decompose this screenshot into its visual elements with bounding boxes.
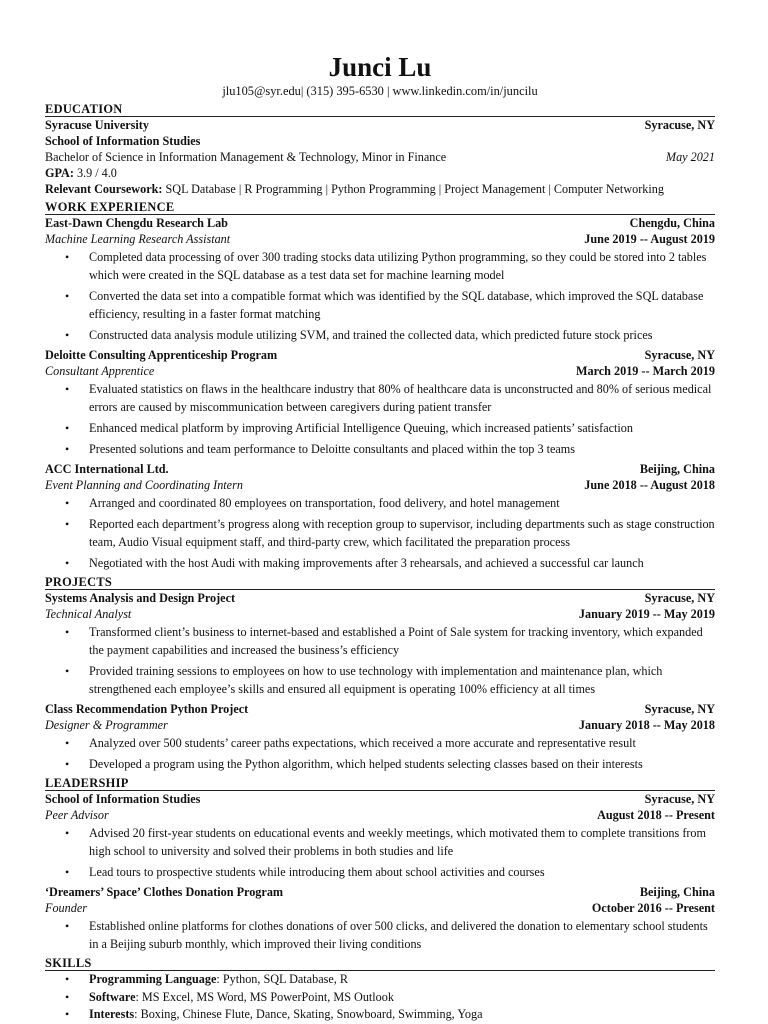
bullet-item: • Transformed client’s business to internet-based and established a Point of Sale system for tracking inventory, which expanded the payment capabilities and increased the business’s efficiency: [45, 623, 715, 659]
gpa-line: [45, 165, 715, 181]
entry-location: Beijing, China: [639, 885, 715, 899]
entry-subheader: [45, 231, 715, 247]
skill-value: : MS Excel, MS Word, MS PowerPoint, MS Outlook: [135, 989, 394, 1004]
entry-location: Beijing, China: [639, 462, 715, 476]
school-row: [45, 117, 715, 133]
entry-dates: June 2018 -- August 2018: [584, 478, 715, 492]
section-heading-work: WORK EXPERIENCE: [45, 200, 715, 215]
entry-dates: June 2019 -- August 2019: [584, 232, 715, 246]
job-entry: [45, 461, 715, 572]
entry-org: Class Recommendation Python Project: [45, 702, 249, 716]
entry-subheader: [45, 807, 715, 823]
bullet-item: • Completed data processing of over 300 trading stocks data utilizing Python programming, so they could be stored into 2 tables which were created in the SQL database as a test data set for machine learning model: [45, 248, 715, 284]
skill-label: Software: [89, 989, 136, 1004]
entry-header: [45, 215, 715, 231]
entry-location: Syracuse, NY: [644, 591, 715, 605]
school-location: Syracuse, NY: [644, 118, 715, 132]
resume-page: [45, 52, 715, 1024]
entry-subheader: [45, 477, 715, 493]
bullet-item: • Negotiated with the host Audi with making improvements after 3 rehearsals, and achieved a successful car launch: [45, 554, 715, 572]
school-name: Syracuse University: [45, 118, 149, 132]
graduation-date: May 2021: [665, 150, 715, 164]
bullet-item: • Developed a program using the Python algorithm, which helped students selecting classes based on their interests: [45, 755, 715, 773]
skills-list: [45, 971, 715, 1023]
entry-dates: October 2016 -- Present: [591, 901, 715, 915]
bullet-item: • Arranged and coordinated 80 employees on transportation, food delivery, and hotel management: [45, 494, 715, 512]
skill-value: : Python, SQL Database, R: [216, 972, 348, 986]
college-name: School of Information Studies: [45, 134, 201, 148]
project-entry: [45, 701, 715, 773]
bullet-list: [45, 380, 715, 458]
entry-subheader: [45, 900, 715, 916]
bullet-list: [45, 494, 715, 572]
entry-header: [45, 701, 715, 717]
skill-label: Interests: [89, 1007, 135, 1021]
bullet-item: • Evaluated statistics on flaws in the healthcare industry that 80% of healthcare data is unconstructed and 80% of serious medical errors are caused by miscommunication between caregivers during patient transfer: [45, 380, 715, 416]
entry-role: Designer & Programmer: [45, 718, 168, 732]
entry-dates: January 2018 -- May 2018: [578, 718, 715, 732]
section-heading-skills: SKILLS: [45, 956, 715, 971]
entry-role: Machine Learning Research Assistant: [45, 232, 231, 246]
bullet-item: • Advised 20 first-year students on educational events and weekly meetings, which motivated them to complete transitions from high school to university and solved their problems in both studies and life: [45, 824, 715, 860]
job-entry: [45, 215, 715, 344]
entry-role: Event Planning and Coordinating Intern: [45, 478, 243, 492]
job-entry: [45, 347, 715, 458]
leadership-entry: [45, 791, 715, 881]
entry-org: ACC International Ltd.: [45, 462, 169, 476]
degree-row: [45, 149, 715, 165]
entry-org: ‘Dreamers’ Space’ Clothes Donation Program: [45, 885, 284, 899]
entry-subheader: [45, 717, 715, 733]
bullet-list: [45, 248, 715, 344]
entry-org: East-Dawn Chengdu Research Lab: [45, 216, 228, 230]
entry-subheader: [45, 606, 715, 622]
entry-dates: March 2019 -- March 2019: [575, 364, 715, 378]
entry-header: [45, 590, 715, 606]
contact-line: jlu105@syr.edu| (315) 395-6530 | www.linkedin.com/in/juncilu: [222, 84, 538, 98]
skill-item: [45, 989, 715, 1006]
bullet-item: • Analyzed over 500 students’ career paths expectations, which received a more accurate and representative result: [45, 734, 715, 752]
bullet-list: [45, 917, 715, 953]
skill-value: : Boxing, Chinese Flute, Dance, Skating, Snowboard, Swimming, Yoga: [134, 1007, 483, 1021]
entry-dates: August 2018 -- Present: [597, 808, 715, 822]
coursework-line: [45, 181, 715, 197]
entry-org: School of Information Studies: [45, 792, 201, 806]
entry-location: Chengdu, China: [629, 216, 715, 230]
entry-location: Syracuse, NY: [644, 792, 715, 806]
bullet-item: • Converted the data set into a compatible format which was identified by the SQL database, which improved the SQL database efficiency, resulting in a faster format matching: [45, 287, 715, 323]
section-heading-education: EDUCATION: [45, 102, 715, 117]
entry-org: Systems Analysis and Design Project: [45, 591, 236, 605]
bullet-item: • Constructed data analysis module utilizing SVM, and trained the collected data, which predicted future stock prices: [45, 326, 715, 344]
entry-subheader: [45, 363, 715, 379]
bullet-item: • Lead tours to prospective students while introducing them about school activities and courses: [45, 863, 715, 881]
entry-location: Syracuse, NY: [644, 702, 715, 716]
bullet-item: • Presented solutions and team performance to Deloitte consultants and placed within the top 3 teams: [45, 440, 715, 458]
entry-header: [45, 347, 715, 363]
entry-header: [45, 884, 715, 900]
bullet-item: • Reported each department’s progress along with reception group to supervisor, including departments such as stage construction team, Audio Visual equipment staff, and third-party crew, which facilitated the preparation process: [45, 515, 715, 551]
degree: Bachelor of Science in Information Management & Technology, Minor in Finance: [45, 150, 447, 164]
bullet-item: • Provided training sessions to employees on how to use technology with implementation and maintenance plan, which strengthened each employee’s skills and ensured all equipment is operating 100% efficiency at all times: [45, 662, 715, 698]
skill-label: Programming Language: [89, 972, 217, 986]
entry-role: Peer Advisor: [45, 808, 109, 822]
bullet-item: • Enhanced medical platform by improving Artificial Intelligence Queuing, which increased patients’ satisfaction: [45, 419, 715, 437]
bullet-list: [45, 824, 715, 881]
coursework-label: Relevant Coursework:: [45, 182, 163, 196]
project-entry: [45, 590, 715, 698]
gpa-label: GPA:: [45, 166, 74, 180]
candidate-name: Junci Lu: [328, 52, 432, 82]
skill-item: [45, 1006, 715, 1023]
entry-org: Deloitte Consulting Apprenticeship Program: [45, 348, 278, 362]
entry-header: [45, 791, 715, 807]
entry-role: Founder: [45, 901, 87, 915]
entry-role: Consultant Apprentice: [45, 364, 155, 378]
section-heading-leadership: LEADERSHIP: [45, 776, 715, 791]
section-heading-projects: PROJECTS: [45, 575, 715, 590]
bullet-item: • Established online platforms for clothes donations of over 500 clicks, and delivered the donation to elementary school students in a Beijing suburb monthly, which improved their living conditions: [45, 917, 715, 953]
gpa-value: 3.9 / 4.0: [73, 166, 117, 180]
coursework-value: SQL Database | R Programming | Python Programming | Project Management | Computer Networking: [162, 182, 664, 196]
bullet-list: [45, 623, 715, 698]
skill-item: [45, 971, 715, 988]
entry-role: Technical Analyst: [45, 607, 132, 621]
entry-location: Syracuse, NY: [644, 348, 715, 362]
entry-dates: January 2019 -- May 2019: [578, 607, 715, 621]
bullet-list: [45, 734, 715, 773]
leadership-entry: [45, 884, 715, 953]
entry-header: [45, 461, 715, 477]
